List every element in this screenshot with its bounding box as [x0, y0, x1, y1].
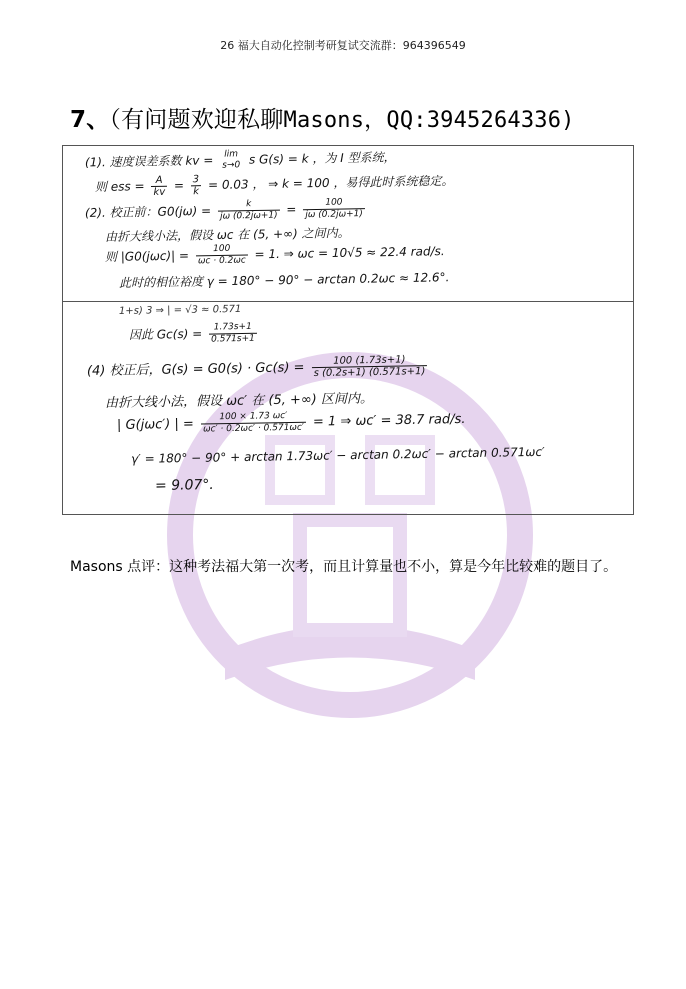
sol-line-2: 则 ess = $\frac{A}{kv}$ = $\frac{3}{k}$ = 0.03 ， ⇒ k = 100 ，易得此时系统稳定。 [94, 173, 454, 198]
solution-box [62, 145, 634, 515]
sol-line-7: 因此 Gc(s) = $\frac{1.73s+1}{0.571s+1}$ [128, 321, 255, 345]
sol-line-1: (1). 速度误差系数 kv = lim s→0 s G(s) = k ，为 I 型系统， [84, 149, 396, 171]
sol-line-10: | G(jωc′) | = $\frac{100 \times 1.73 \omega c'}{\omega c' \cdot 0.2\omega c' \cdot 0.571\omega c'}$ = 1 ⇒ ωc′ = 38.7 rad/s. [116, 411, 466, 435]
solution-divider [63, 301, 633, 302]
title-text: （有问题欢迎私聊 [109, 107, 284, 133]
question-title [70, 101, 575, 134]
sol-line-3: (2). 校正前：G0(jω) = $\frac{k}{j\omega (0.2j\omega+1)}$ = $\frac{100}{j\omega (0.2j\omega+1)}$ [84, 197, 363, 222]
title-qq: QQ:3945264336) [386, 108, 575, 133]
sol-line-4: 由折大线小法，假设 ωc 在 (5, +∞) 之间内。 [104, 225, 350, 244]
sol-line-5: 则 |G0(jωc)| = $\frac{100}{\omega c \cdot 0.2\omega c}$ = 1. ⇒ ωc = 10√5 ≈ 22.4 rad/s. [104, 243, 445, 267]
page-header: 26 福大自动化控制考研复试交流群：964396549 [220, 39, 466, 52]
question-number: 7、 [70, 107, 110, 133]
sol-line-6: 此时的相位裕度 γ = 180° − 90° − arctan 0.2ωc ≈ 12.6°. [118, 270, 450, 290]
masons-comment: Masons 点评：这种考法福大第一次考，而且计算量也不小，算是今年比较难的题目了。 [70, 559, 618, 575]
sol-line-cut: 1+s) 3 ⇒ | = √3 ≈ 0.571 [118, 303, 242, 317]
sol-line-11: γ′ = 180° − 90° + arctan 1.73ωc′ − arctan 0.2ωc′ − arctan 0.571ωc′ [130, 444, 545, 466]
title-name: Masons， [283, 108, 387, 133]
sol-line-8: (4) 校正后，G(s) = G0(s) · Gc(s) = $\frac{100 (1.73s+1)}{s (0.2s+1) (0.571s+1)}$ [86, 354, 426, 380]
sol-line-9: 由折大线小法，假设 ωc′ 在 (5, +∞) 区间内。 [104, 391, 374, 411]
sol-line-12: = 9.07°. [154, 476, 214, 494]
